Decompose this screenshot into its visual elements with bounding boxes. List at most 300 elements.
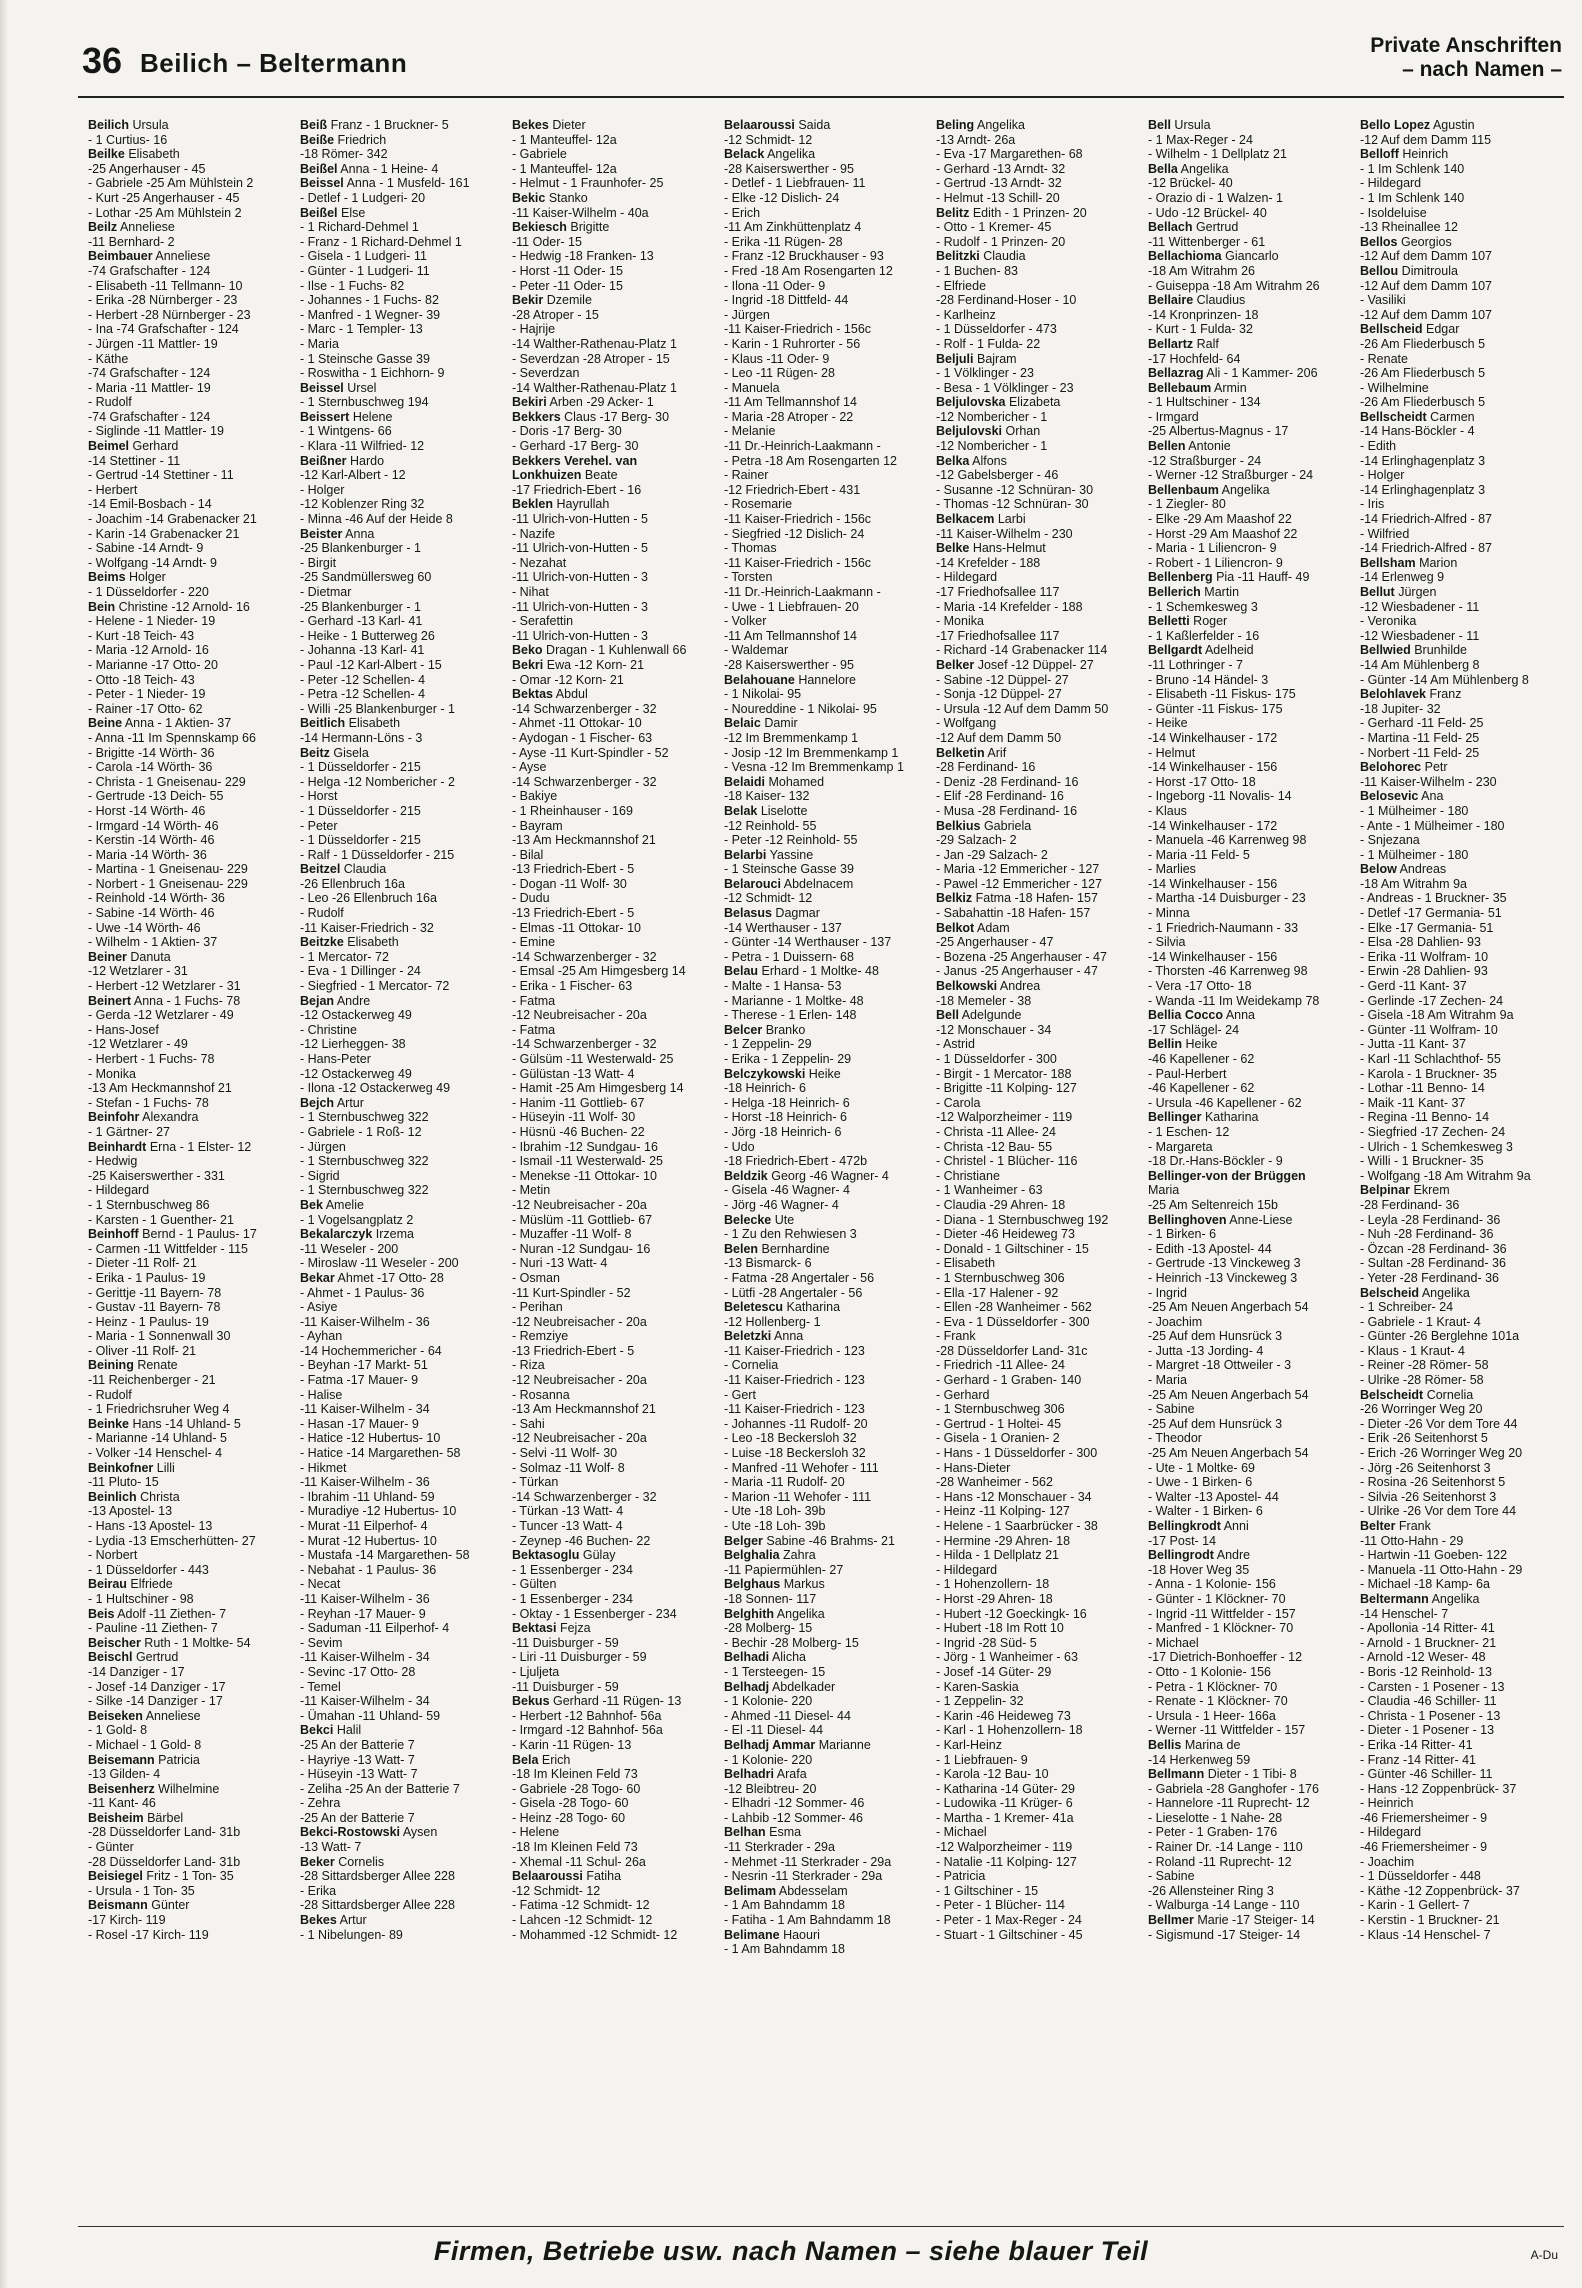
- entry-text: - Dogan -11 Wolf- 30: [512, 876, 627, 891]
- listing-entry-name: [1148, 439, 1346, 454]
- listing-entry-name: [88, 600, 286, 615]
- listing-entry-line: [88, 483, 286, 498]
- listing-entry-line: [936, 877, 1134, 892]
- surname: Belcer: [724, 1022, 763, 1037]
- listing-entry-line: [300, 1519, 498, 1534]
- surname: Beinkofner: [88, 1460, 154, 1475]
- listing-entry-line: [936, 614, 1134, 629]
- entry-text: - Jörg -26 Seitenhorst 3: [1360, 1460, 1491, 1475]
- listing-entry-line: [1360, 1067, 1558, 1082]
- listing-entry-line: [1360, 1840, 1558, 1855]
- listing-entry-line: [88, 279, 286, 294]
- listing-entry-line: [1360, 804, 1558, 819]
- listing-entry-line: [1148, 1534, 1346, 1549]
- listing-entry-line: [1148, 527, 1346, 542]
- entry-text: -11 Dr.-Heinrich-Laakmann -: [724, 585, 881, 599]
- listing-entry-line: [724, 1796, 922, 1811]
- entry-text: Liselotte: [757, 803, 808, 818]
- entry-text: - Gert: [724, 1387, 756, 1402]
- surname: Belkowski: [936, 979, 998, 994]
- listing-entry-line: [936, 176, 1134, 191]
- listing-entry-line: [300, 1329, 498, 1344]
- entry-text: - Anna -11 Im Spennskamp 66: [88, 730, 256, 745]
- entry-text: Elizabeta: [1005, 395, 1061, 410]
- listing-entry-line: [1148, 1490, 1346, 1505]
- footer-code: A-Du: [1530, 2248, 1558, 2262]
- surname: Bellingkrodt: [1148, 1519, 1221, 1533]
- entry-text: -17 Hochfeld- 64: [1148, 351, 1241, 366]
- entry-text: - Marion -11 Wehofer - 111: [724, 1489, 872, 1504]
- listing-entry-line: [88, 1796, 286, 1811]
- entry-text: - Bruno -14 Händel- 3: [1148, 672, 1269, 687]
- entry-text: - Torsten: [724, 570, 773, 585]
- listing-entry-line: [1360, 629, 1558, 644]
- entry-text: - Margret -18 Ottweiler - 3: [1148, 1358, 1292, 1373]
- listing-entry-line: [300, 1008, 498, 1023]
- listing-entry-line: [300, 352, 498, 367]
- entry-text: - Leo -11 Rügen- 28: [724, 366, 835, 381]
- entry-text: - Wolfgang -14 Arndt- 9: [88, 555, 218, 570]
- entry-text: - Dietmar: [300, 585, 352, 599]
- surname: Bellos: [1360, 234, 1398, 249]
- entry-text: - Brigitte -14 Wörth- 36: [88, 745, 215, 760]
- listing-entry-line: [724, 1402, 922, 1417]
- entry-text: - 1 Rheinhauser - 169: [512, 803, 633, 818]
- entry-text: -14 Hochemmericher - 64: [300, 1343, 442, 1358]
- entry-text: - Erika -11 Rügen- 28: [724, 234, 843, 249]
- entry-text: - 1 Steinsche Gasse 39: [724, 862, 854, 877]
- surname: Belaic: [724, 716, 761, 731]
- entry-text: - Vasiliki: [1360, 293, 1406, 308]
- entry-text: - Erika -28 Nürnberger - 23: [88, 293, 238, 308]
- entry-text: - Ayhan: [300, 1329, 343, 1344]
- listing-entry-line: [1360, 1913, 1558, 1928]
- listing-entry-line: [1148, 1753, 1346, 1768]
- listing-entry-line: [1360, 906, 1558, 921]
- listing-entry-line: [1148, 789, 1346, 804]
- entry-text: - Regina -11 Benno- 14: [1360, 1110, 1490, 1125]
- entry-text: -13 Am Heckmannshof 21: [512, 1402, 656, 1417]
- entry-text: Zahra: [779, 1548, 816, 1563]
- entry-text: - Isoldeluise: [1360, 205, 1427, 220]
- listing-entry-line: [88, 191, 286, 206]
- surname: Belkiz: [936, 891, 973, 906]
- listing-entry-line: [300, 964, 498, 979]
- entry-text: - Kurt - 1 Fulda- 32: [1148, 322, 1253, 337]
- entry-text: - Claudia -46 Schiller- 11: [1360, 1694, 1497, 1709]
- entry-text: Cornelis: [334, 1854, 385, 1869]
- entry-text: - Peter - 1 Blücher- 114: [936, 1898, 1065, 1913]
- listing-entry-name: [512, 468, 710, 483]
- entry-text: - Muzaffer -11 Wolf- 8: [512, 1227, 632, 1242]
- entry-text: -13 Am Heckmannshof 21: [512, 833, 656, 848]
- listing-entry-line: [936, 162, 1134, 177]
- listing-entry-line: [300, 1534, 498, 1549]
- entry-text: - Horst -18 Heinrich- 6: [724, 1110, 847, 1125]
- listing-entry-name: [300, 1198, 498, 1213]
- listing-entry-line: [1148, 687, 1346, 702]
- listing-entry-line: [1148, 1140, 1346, 1155]
- entry-text: - Jörg -46 Wagner- 4: [724, 1197, 839, 1212]
- entry-text: - Günter - 1 Ludgeri- 11: [300, 263, 430, 278]
- entry-text: - Wilfried: [1360, 526, 1410, 541]
- entry-text: Arafa: [774, 1767, 807, 1782]
- listing-entry-line: [1360, 1855, 1558, 1870]
- entry-text: -18 Sonnen- 117: [724, 1591, 817, 1606]
- listing-entry-line: [88, 381, 286, 396]
- listing-entry-line: [1360, 1008, 1558, 1023]
- listing-entry-line: [936, 439, 1134, 454]
- entry-text: - 1 Sternbuschweg 86: [88, 1197, 210, 1212]
- entry-text: -14 Emil-Bosbach - 14: [88, 497, 212, 512]
- entry-text: - Manuela: [724, 380, 780, 395]
- listing-entry-line: [88, 162, 286, 177]
- listing-entry-line: [1360, 1475, 1558, 1490]
- entry-text: - Ibrahim -12 Sundgau- 16: [512, 1139, 658, 1154]
- listing-entry-line: [724, 322, 922, 337]
- entry-text: - Ursula -46 Kapellener - 62: [1148, 1095, 1302, 1110]
- entry-text: -18 Heinrich- 6: [724, 1081, 806, 1096]
- listing-entry-line: [88, 1315, 286, 1330]
- listing-entry-line: [300, 1110, 498, 1125]
- listing-entry-line: [512, 381, 710, 396]
- entry-text: - 1 Sternbuschweg 322: [300, 1154, 429, 1169]
- entry-text: - 1 Kolonie- 220: [724, 1752, 813, 1767]
- listing-entry-line: [724, 1694, 922, 1709]
- listing-entry-name: [88, 570, 286, 585]
- entry-text: - Nebahat - 1 Paulus- 36: [300, 1562, 437, 1577]
- entry-text: -14 Schwarzenberger - 32: [512, 1489, 657, 1504]
- listing-entry-line: [724, 1358, 922, 1373]
- entry-text: -28 Atroper - 15: [512, 307, 599, 322]
- listing-entry-line: [724, 410, 922, 425]
- entry-text: - Christa - 1 Posener - 13: [1360, 1708, 1501, 1723]
- entry-text: - Lütfi -28 Angertaler - 56: [724, 1285, 863, 1300]
- listing-entry-line: [1360, 1213, 1558, 1228]
- surname: Bellscheid: [1360, 322, 1423, 337]
- entry-text: - Aydogan - 1 Fischer- 63: [512, 730, 653, 745]
- entry-text: - Rolf - 1 Fulda- 22: [936, 336, 1041, 351]
- listing-entry-line: [1360, 454, 1558, 469]
- entry-text: -25 Am Neuen Angerbach 54: [1148, 1300, 1309, 1315]
- listing-entry-line: [300, 1475, 498, 1490]
- entry-text: Georg -46 Wagner- 4: [767, 1168, 889, 1183]
- listing-entry-name: [300, 862, 498, 877]
- surname: Bellou: [1360, 263, 1399, 278]
- listing-entry-line: [936, 906, 1134, 921]
- listing-entry-line: [512, 1081, 710, 1096]
- entry-text: - Liri -11 Duisburger - 59: [512, 1650, 647, 1665]
- entry-text: Friedrich: [334, 132, 387, 147]
- listing-entry-line: [300, 322, 498, 337]
- listing-entry-line: [1360, 848, 1558, 863]
- entry-text: - Bayram: [512, 818, 563, 833]
- entry-text: Cornelia: [1423, 1387, 1474, 1402]
- entry-text: -12 Walporzheimer - 119: [936, 1110, 1073, 1125]
- entry-text: - Elsa -28 Dahlien- 93: [1360, 935, 1481, 950]
- entry-text: - Gisela - 1 Ludgeri- 11: [300, 249, 427, 264]
- entry-text: - Stuart - 1 Giltschiner - 45: [936, 1927, 1083, 1942]
- listing-entry-line: [88, 133, 286, 148]
- surname: Bellazrag: [1148, 366, 1204, 381]
- listing-entry-line: [724, 1811, 922, 1826]
- listing-entry-line: [1360, 1607, 1558, 1622]
- listing-entry-line: [1148, 1417, 1346, 1432]
- listing-entry-line: [724, 439, 922, 454]
- entry-text: - Nihat: [512, 585, 549, 599]
- entry-text: Hayrullah: [553, 497, 610, 512]
- entry-text: - Ahmet - 1 Paulus- 36: [300, 1285, 425, 1300]
- entry-text: -25 An der Batterie 7: [300, 1810, 415, 1825]
- entry-text: - Dieter -11 Rolf- 21: [88, 1256, 197, 1271]
- entry-text: Fatma -18 Hafen- 157: [972, 891, 1098, 906]
- listing-entry-line: [300, 468, 498, 483]
- listing-entry-line: [936, 1548, 1134, 1563]
- entry-text: - Horst -11 Oder- 15: [512, 263, 623, 278]
- entry-text: Ruth - 1 Moltke- 54: [140, 1635, 251, 1650]
- listing-entry-line: [1360, 746, 1558, 761]
- entry-text: Dagmar: [771, 906, 820, 921]
- listing-entry-line: [88, 235, 286, 250]
- listing-entry-line: [936, 133, 1134, 148]
- entry-text: - Waldemar: [724, 643, 789, 658]
- entry-text: - Guiseppa -18 Am Witrahm 26: [1148, 278, 1320, 293]
- entry-text: - Murat -11 Eilperhof- 4: [300, 1519, 428, 1533]
- entry-text: Anna - 1 Fuchs- 78: [131, 993, 241, 1008]
- listing-entry-line: [88, 1037, 286, 1052]
- listing-entry-line: [1360, 1358, 1558, 1373]
- entry-text: - Ahmed -11 Diesel- 44: [724, 1708, 851, 1723]
- surname: Belghaus: [724, 1577, 781, 1592]
- entry-text: - Richard -14 Grabenacker 114: [936, 643, 1108, 658]
- listing-entry-line: [1148, 994, 1346, 1009]
- listing-entry-line: [1148, 1928, 1346, 1943]
- listing-entry-line: [88, 1125, 286, 1140]
- entry-text: -18 Am Witrahm 9a: [1360, 876, 1467, 891]
- listing-entry-line: [1360, 1577, 1558, 1592]
- listing-entry-name: [936, 395, 1134, 410]
- entry-text: - Wilhelmine: [1360, 380, 1429, 395]
- entry-text: Agustin: [1430, 118, 1475, 132]
- surname: Beitzke: [300, 935, 344, 950]
- listing-entry-line: [88, 424, 286, 439]
- entry-text: - Gertrude -13 Vinckeweg 3: [1148, 1256, 1301, 1271]
- listing-entry-line: [512, 1446, 710, 1461]
- entry-text: - Silvia -26 Seitenhorst 3: [1360, 1489, 1497, 1504]
- listing-entry-line: [88, 935, 286, 950]
- entry-text: Claudia: [979, 249, 1026, 264]
- listing-entry-line: [724, 1621, 922, 1636]
- entry-text: - Detlef - 1 Liebfrauen- 11: [724, 176, 866, 191]
- entry-text: - Franz - 1 Richard-Dehmel 1: [300, 234, 462, 249]
- listing-entry-line: [936, 308, 1134, 323]
- entry-text: - Uwe - 1 Birken- 6: [1148, 1475, 1253, 1490]
- entry-text: - Josef -14 Danziger - 17: [88, 1679, 226, 1694]
- listing-entry-line: [1148, 935, 1346, 950]
- listing-entry-line: [724, 191, 922, 206]
- entry-text: Abdelnacem: [780, 876, 854, 891]
- listing-entry-line: [300, 1577, 498, 1592]
- listing-entry-line: [724, 483, 922, 498]
- entry-text: -14 Hans-Böckler - 4: [1360, 424, 1475, 439]
- listing-entry-line: [1148, 1096, 1346, 1111]
- entry-text: - Müslüm -11 Gottlieb- 67: [512, 1212, 653, 1227]
- listing-entry-line: [1360, 833, 1558, 848]
- listing-entry-line: [724, 1286, 922, 1301]
- surname: Belaaroussi: [724, 118, 795, 132]
- entry-text: - Marlies: [1148, 862, 1196, 877]
- listing-entry-line: [512, 279, 710, 294]
- listing-entry-line: [936, 410, 1134, 425]
- entry-text: Heike: [805, 1066, 841, 1081]
- entry-text: - Thomas -12 Schnüran- 30: [936, 497, 1089, 512]
- entry-text: -74 Grafschafter - 124: [88, 263, 211, 278]
- entry-text: - Rosel -17 Kirch- 119: [88, 1927, 209, 1942]
- listing-entry-line: [512, 1928, 710, 1943]
- listing-entry-line: [1148, 1665, 1346, 1680]
- listing-entry-line: [1148, 1271, 1346, 1286]
- listing-entry-name: [1148, 585, 1346, 600]
- listing-entry-line: [724, 337, 922, 352]
- entry-text: - Perihan: [512, 1300, 563, 1315]
- entry-text: - Maria: [300, 336, 339, 351]
- entry-text: Ali - 1 Kammer- 206: [1203, 366, 1318, 381]
- entry-text: - Karsten - 1 Guenther- 21: [88, 1212, 234, 1227]
- listing-entry-line: [300, 673, 498, 688]
- listing-entry-line: [1360, 1344, 1558, 1359]
- entry-text: - Wanda -11 Im Weidekamp 78: [1148, 993, 1320, 1008]
- entry-text: Esma: [765, 1825, 802, 1840]
- listing-entry-line: [512, 1067, 710, 1082]
- entry-text: - Hüsnü -46 Buchen- 22: [512, 1124, 645, 1139]
- entry-text: Gertrud: [132, 1650, 179, 1665]
- listing-entry-line: [512, 1855, 710, 1870]
- entry-text: - 1 Zu den Rehwiesen 3: [724, 1227, 857, 1242]
- entry-text: Gisela: [329, 745, 369, 760]
- entry-text: - Martha -14 Duisburger - 23: [1148, 891, 1306, 906]
- listing-entry-name: [1148, 570, 1346, 585]
- entry-text: -12 Schmidt- 12: [512, 1883, 601, 1898]
- surname: Belter: [1360, 1519, 1396, 1533]
- entry-text: - Tuncer -13 Watt- 4: [512, 1519, 623, 1533]
- listing-entry-line: [1148, 308, 1346, 323]
- listing-entry-line: [1360, 1898, 1558, 1913]
- listing-entry-line: [724, 819, 922, 834]
- listing-entry-line: [936, 1928, 1134, 1943]
- listing-entry-line: [512, 1256, 710, 1271]
- entry-text: - 1 Gärtner- 27: [88, 1124, 170, 1139]
- entry-text: Angelika: [1428, 1591, 1480, 1606]
- entry-text: - Ursula -12 Auf dem Damm 50: [936, 701, 1109, 716]
- entry-text: - Zehra: [300, 1796, 341, 1811]
- listing-entry-line: [1360, 1563, 1558, 1578]
- listing-entry-line: [512, 1315, 710, 1330]
- listing-entry-line: [1148, 322, 1346, 337]
- listing-entry-line: [512, 1796, 710, 1811]
- entry-text: - Bakiye: [512, 789, 558, 804]
- surname: Belitzki: [936, 249, 980, 264]
- listing-entry-line: [512, 1504, 710, 1519]
- listing-entry-line: [936, 1490, 1134, 1505]
- entry-text: Dzemile: [543, 293, 592, 308]
- entry-text: - Nesrin -11 Sterkrader - 29a: [724, 1869, 883, 1884]
- entry-text: -11 Kaiser-Wilhelm - 230: [936, 526, 1073, 541]
- listing-entry-line: [936, 1446, 1134, 1461]
- listing-entry-line: [88, 1271, 286, 1286]
- surname: Beiner: [88, 949, 127, 964]
- surname: Belhadi: [724, 1650, 770, 1665]
- entry-text: - Otto -18 Teich- 43: [88, 672, 195, 687]
- listing-entry-line: [512, 1534, 710, 1549]
- listing-entry-name: [300, 935, 498, 950]
- listing-entry-name: [300, 410, 498, 425]
- entry-text: Danuta: [126, 949, 171, 964]
- listing-entry-line: [1360, 527, 1558, 542]
- entry-text: -26 Ellenbruch 16a: [300, 876, 405, 891]
- listing-entry-name: [1148, 483, 1346, 498]
- listing-entry-line: [936, 1577, 1134, 1592]
- listing-entry-line: [1148, 454, 1346, 469]
- entry-text: Else: [337, 205, 366, 220]
- surname: Bekus: [512, 1694, 550, 1709]
- entry-text: Patricia: [154, 1752, 200, 1767]
- listing-entry-name: [300, 1855, 498, 1870]
- listing-entry-name: [88, 1811, 286, 1826]
- listing-entry-name: [1360, 1183, 1558, 1198]
- entry-text: - Manfred -11 Wehofer - 111: [724, 1460, 879, 1475]
- surname: Beletescu: [724, 1300, 784, 1315]
- entry-text: - Vera -17 Otto- 18: [1148, 979, 1252, 994]
- listing-entry-line: [88, 1738, 286, 1753]
- entry-text: - Karen-Saskia: [936, 1679, 1019, 1694]
- entry-text: Andre: [334, 993, 371, 1008]
- listing-entry-line: [300, 1300, 498, 1315]
- listing-entry-line: [724, 891, 922, 906]
- entry-text: - 1 Curtius- 16: [88, 132, 168, 147]
- listing-entry-line: [1360, 1198, 1558, 1213]
- entry-text: - Rainer: [724, 468, 769, 483]
- listing-entry-line: [300, 1782, 498, 1797]
- entry-text: - Gerhard: [936, 1387, 990, 1402]
- entry-text: - Sahi: [512, 1416, 545, 1431]
- listing-entry-name: [88, 1753, 286, 1768]
- listing-entry-line: [724, 585, 922, 600]
- entry-text: -14 Winkelhauser - 172: [1148, 818, 1278, 833]
- listing-entry-line: [936, 1475, 1134, 1490]
- entry-text: - 1 Düsseldorfer - 215: [300, 803, 421, 818]
- entry-text: - Hannelore -11 Ruprecht- 12: [1148, 1796, 1310, 1811]
- listing-column-6: [1148, 118, 1346, 2222]
- surname: Belaaroussi: [512, 1869, 583, 1884]
- entry-text: - Erwin -28 Dahlien- 93: [1360, 964, 1488, 979]
- listing-entry-line: [1148, 1840, 1346, 1855]
- entry-text: -14 Winkelhauser - 156: [1148, 949, 1278, 964]
- entry-text: - Oliver -11 Rolf- 21: [88, 1343, 197, 1358]
- listing-entry-line: [1148, 1446, 1346, 1461]
- entry-text: - Peter - 1 Nieder- 19: [88, 687, 206, 702]
- listing-entry-line: [300, 1928, 498, 1943]
- listing-entry-line: [512, 1738, 710, 1753]
- listing-entry-name: [512, 118, 710, 133]
- entry-text: - Silvia: [1148, 935, 1186, 950]
- listing-entry-line: [512, 746, 710, 761]
- listing-entry-line: [88, 1388, 286, 1403]
- listing-entry-line: [724, 366, 922, 381]
- listing-entry-line: [936, 1796, 1134, 1811]
- entry-text: -13 Friedrich-Ebert - 5: [512, 1343, 635, 1358]
- listing-entry-name: [300, 1096, 498, 1111]
- entry-text: Ralf: [1193, 336, 1219, 351]
